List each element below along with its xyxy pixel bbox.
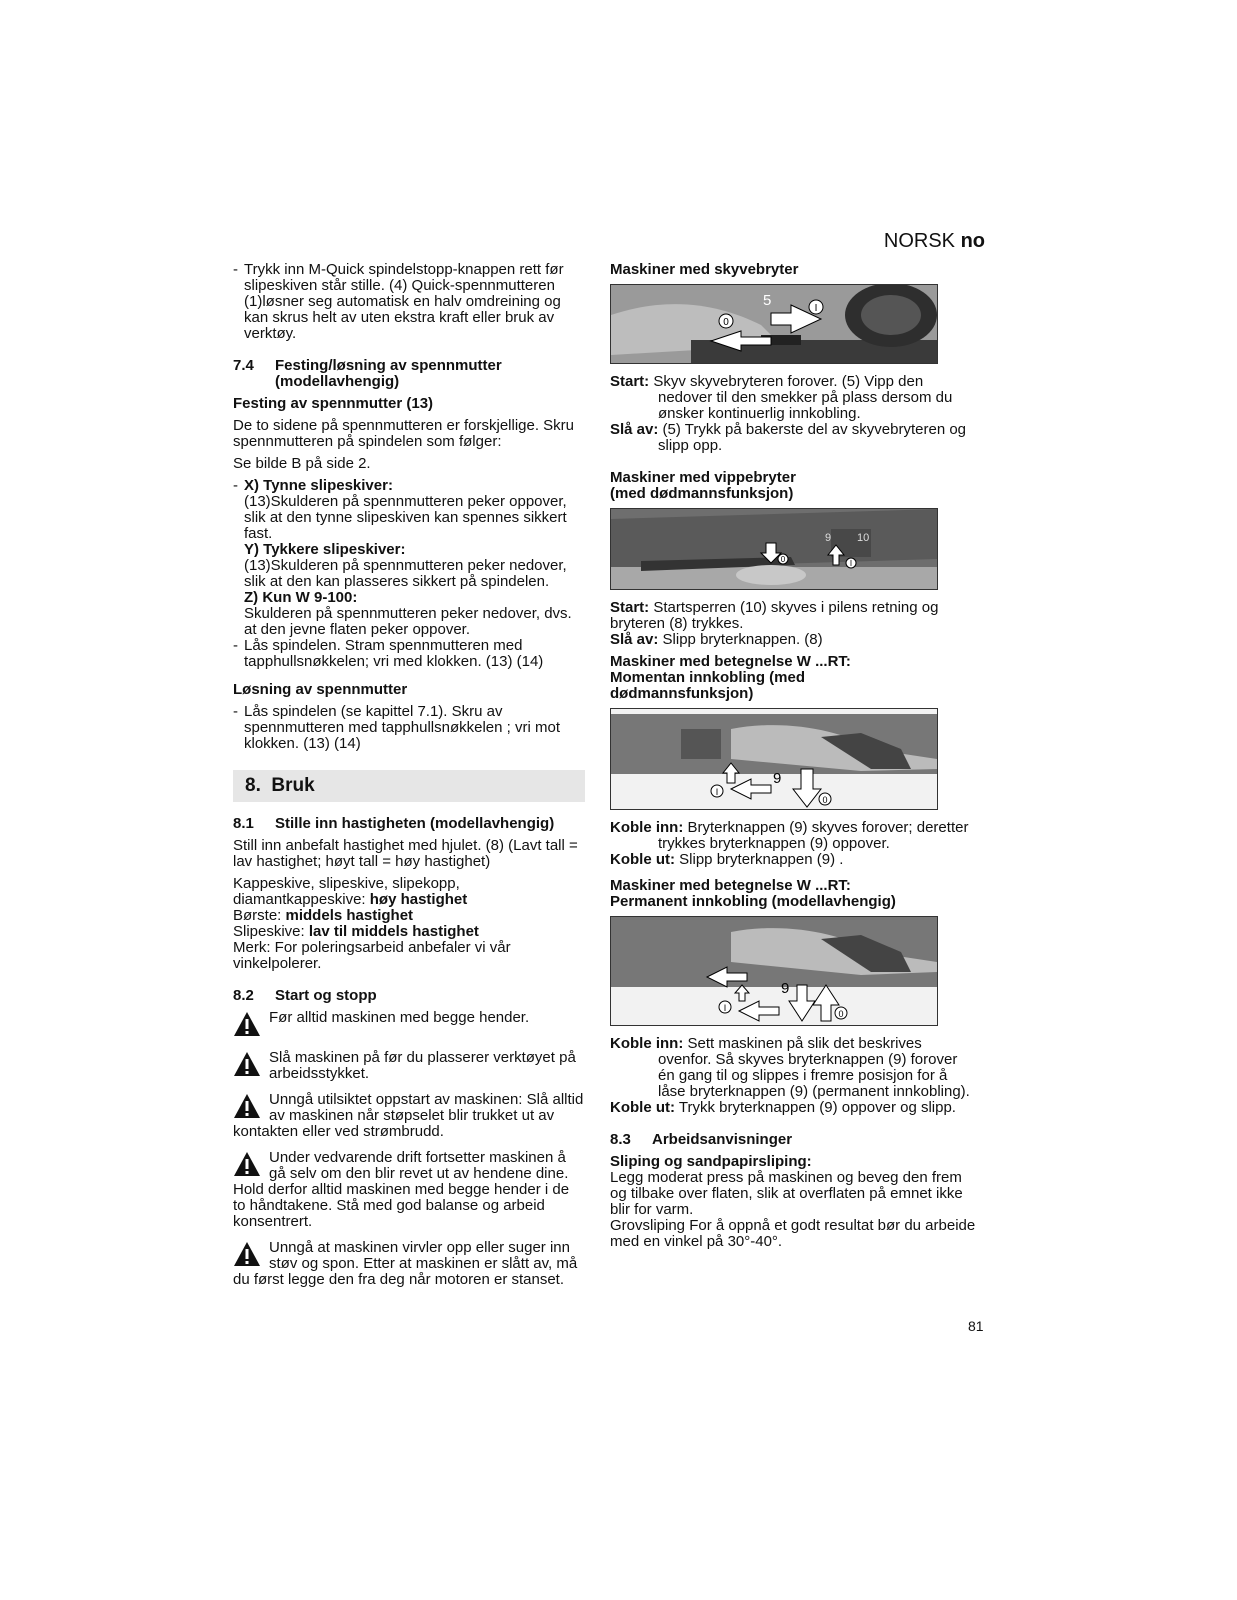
- page-number: 81: [968, 1318, 984, 1334]
- y-title: Y) Tykkere slipeskiver:: [244, 541, 406, 558]
- section-heading-8-3: 8.3 Arbeidsanvisninger: [610, 1131, 793, 1148]
- fig1-zero-label: 0: [723, 317, 729, 328]
- fig1-five-label: 5: [763, 292, 772, 309]
- warning-icon: [233, 1240, 261, 1268]
- subheading-sliping: Sliping og sandpapirsliping:: [610, 1153, 812, 1170]
- paragraph: Still inn anbefalt hastighet med hjulet. (8) (Lavt tall = lav hastighet; høyt tall = høy hastighet): [233, 837, 578, 870]
- fig3-nine-label: 9: [773, 770, 782, 787]
- warning-icon: [233, 1050, 261, 1078]
- subheading-losning: Løsning av spennmutter: [233, 681, 408, 698]
- fig2-zero-label: 0: [780, 555, 786, 564]
- rt2-koble-ut: Koble ut: Trykk bryterknappen (9) oppover og slipp.: [610, 1099, 956, 1116]
- subheading-skyvebryter: Maskiner med skyvebryter: [610, 261, 799, 278]
- warning-item: Unngå at maskinen virvler opp eller suger inn støv og spon. Etter at maskinen er slått av, må du først legge den fra deg når motoren er stanset.: [233, 1239, 578, 1288]
- speed-list: Kappeskive, slipeskive, slipekopp, diamantkappeskive: høy hastighet Børste: middels hastighet Slipeskive: lav til middels hastighet: [233, 875, 479, 940]
- fig4-nine-label: 9: [781, 980, 790, 997]
- fig1-one-label: I: [814, 303, 818, 314]
- right-column: [610, 262, 976, 1250]
- rt1-koble-inn: Koble inn: Bryterknappen (9) skyves forover; deretter trykkes bryterknappen (9) oppover.: [610, 819, 969, 852]
- x-title: - X) Tynne slipeskiver:: [244, 477, 393, 494]
- fig3-one-label: I: [715, 787, 719, 797]
- paragraph: Se bilde B på side 2.: [233, 455, 371, 472]
- section-heading-8-1: 8.1 Stille inn hastigheten (modellavhengig): [233, 815, 555, 832]
- figure-paddle-switch: [610, 508, 938, 590]
- fig2-one-label: I: [849, 559, 853, 568]
- skyve-start: Start: Skyv skyvebryteren forover. (5) Vipp den nedover til den smekker på plass dersom du ønsker kontinuerlig innkobling.: [610, 373, 953, 422]
- fig4-zero-label: 0: [838, 1009, 844, 1019]
- warning-item: Under vedvarende drift fortsetter maskinen å gå selv om den blir revet ut av hendene dine. Hold derfor alltid maskinen med begge hender i de to håndtakene. Stå med god balanse og arbeid konsentrert.: [233, 1149, 570, 1230]
- vippe-start: Start: Startsperren (10) skyves i pilens retning og bryteren (8) trykkes.: [610, 599, 939, 632]
- figure-slide-switch: [610, 284, 938, 364]
- subheading-rt-momentan: Maskiner med betegnelse W ...RT: Momentan innkobling (med dødmannsfunksjon): [610, 653, 851, 702]
- rt2-koble-inn: Koble inn: Sett maskinen på slik det beskrives ovenfor. Så skyves bryterknappen (9) forover én gang til og slippes i fremre posisjon for å låse bryterknappen (9) (permanent innkobling).: [610, 1035, 970, 1100]
- list-item-xyz: [233, 478, 585, 638]
- skyve-slaav: Slå av: (5) Trykk på bakerste del av skyvebryteren og slipp opp.: [610, 421, 967, 454]
- z-text: Skulderen på spennmutteren peker nedover, dvs. at den jevne flaten peker oppover.: [244, 605, 572, 638]
- rt1-koble-ut: Koble ut: Slipp bryterknappen (9) .: [610, 851, 844, 868]
- z-title: Z) Kun W 9-100:: [244, 589, 358, 606]
- list-item: - Lås spindelen. Stram spennmutteren med tapphullsnøkkelen; vri med klokken. (13) (14): [233, 638, 585, 670]
- note: Merk: For poleringsarbeid anbefaler vi vår vinkelpolerer.: [233, 939, 511, 972]
- section-heading-8-2: 8.2 Start og stopp: [233, 987, 377, 1004]
- list-item: - Trykk inn M-Quick spindelstopp-knappen rett før slipeskiven står stille. (4) Quick-spennmutteren (1)løsner seg automatisk en halv omdreining og kan skrus helt av uten ekstra kraft eller bruk av verktøy.: [233, 262, 585, 342]
- figure-rt-permanent: [610, 916, 938, 1026]
- paragraph: Legg moderat press på maskinen og beveg den frem og tilbake over flaten, slik at overflaten på emnet ikke blir for varm.: [610, 1169, 963, 1218]
- paragraph: De to sidene på spennmutteren er forskjellige. Skru spennmutteren på spindelen som følger:: [233, 417, 575, 450]
- warning-icon: [233, 1092, 261, 1120]
- list-item: - Lås spindelen (se kapittel 7.1). Skru av spennmutteren med tapphullsnøkkelen ; vri mot klokken. (13) (14): [233, 704, 585, 752]
- subheading-rt-permanent: Maskiner med betegnelse W ...RT: Permanent innkobling (modellavhengig): [610, 877, 896, 910]
- fig3-zero-label: 0: [822, 795, 828, 805]
- language-header: [884, 230, 985, 253]
- fig2-nine-label: 9: [825, 532, 832, 544]
- subheading-vippebryter: Maskiner med vippebryter (med dødmannsfunksjon): [610, 469, 796, 502]
- warning-item: Slå maskinen på før du plasserer verktøyet på arbeidsstykket.: [233, 1050, 585, 1082]
- subheading-festing: Festing av spennmutter (13): [233, 395, 434, 412]
- warning-icon: [233, 1010, 261, 1038]
- paragraph: Grovsliping For å oppnå et godt resultat bør du arbeide med en vinkel på 30°-40°.: [610, 1217, 976, 1250]
- chapter-heading: 8. Bruk: [233, 770, 585, 802]
- warning-item: Før alltid maskinen med begge hender.: [233, 1010, 585, 1040]
- fig4-one-label: I: [723, 1003, 727, 1013]
- y-text: (13)Skulderen på spennmutteren peker nedover, slik at den kan plasseres sikkert på spindelen.: [244, 557, 567, 590]
- x-text: (13)Skulderen på spennmutteren peker oppover, slik at den tynne slipeskiven kan spennes sikkert fast.: [244, 493, 567, 542]
- warning-icon: [233, 1150, 261, 1178]
- language-label: NORSK: [883, 230, 955, 252]
- warning-item: Unngå utilsiktet oppstart av maskinen: Slå alltid av maskinen når støpselet blir trukket ut av kontakten eller ved strømbrudd.: [233, 1091, 584, 1140]
- section-heading-7-4: 7.4 Festing/løsning av spennmutter (modellavhengig): [233, 357, 502, 390]
- figure-rt-momentary: [610, 708, 938, 810]
- language-code: no: [960, 230, 985, 252]
- left-column: [233, 262, 585, 1298]
- fig2-ten-label: 10: [857, 532, 870, 544]
- vippe-slaav: Slå av: Slipp bryterknappen. (8): [610, 631, 823, 648]
